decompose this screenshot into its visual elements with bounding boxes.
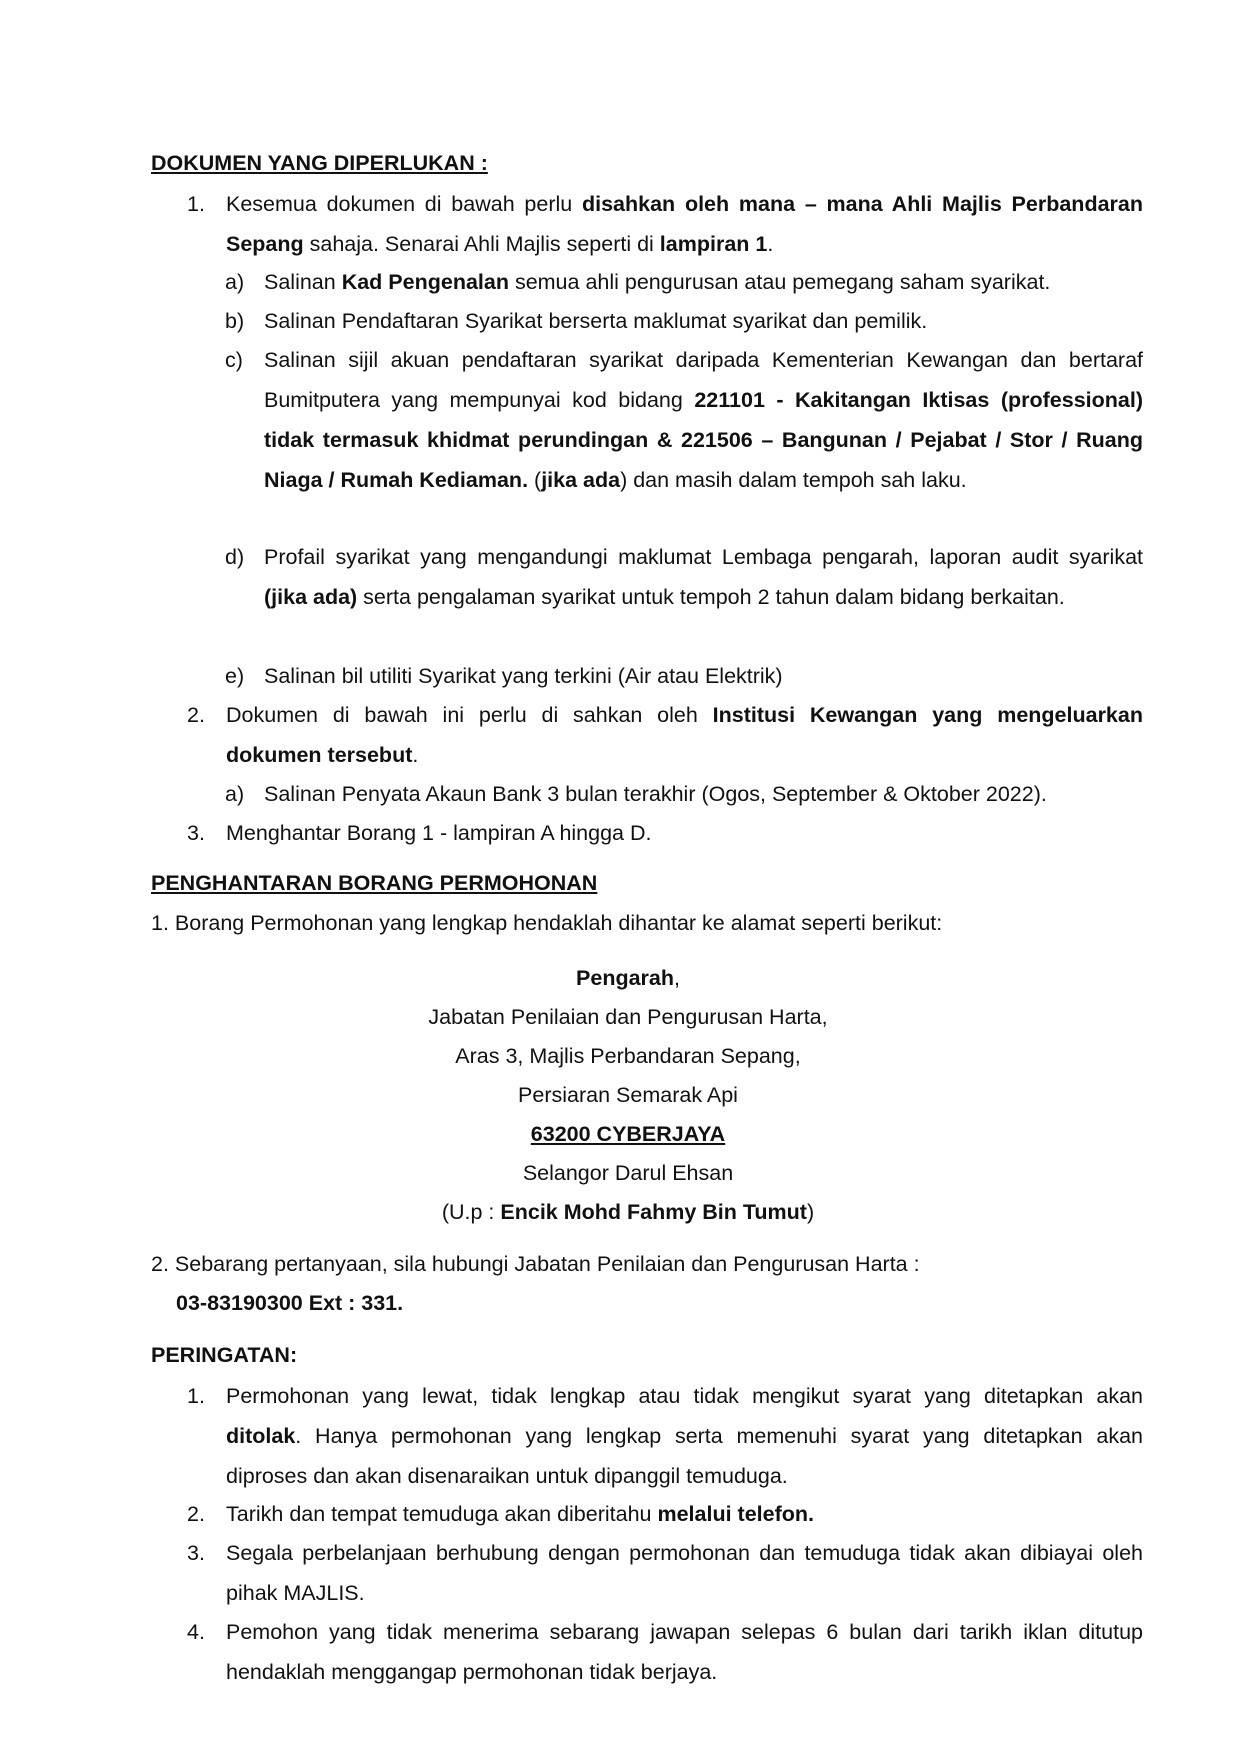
address-line-department: Jabatan Penilaian dan Pengurusan Harta, <box>428 1005 828 1029</box>
text-run: ) dan masih dalam tempoh sah laku. <box>620 468 967 492</box>
text-run: Salinan bil utiliti Syarikat yang terkini (Air atau Elektrik) <box>264 664 783 688</box>
address-line-attention: (U.p : Encik Mohd Fahmy Bin Tumut) <box>441 1200 815 1224</box>
bold-text-run: (jika ada) <box>264 585 358 609</box>
list-number: 3. <box>187 821 205 845</box>
text-run: sahaja. Senarai Ahli Majlis seperti di <box>303 232 660 256</box>
text-run: Salinan Penyata Akaun Bank 3 bulan terakhir (Ogos, September & Oktober 2022). <box>264 782 1047 806</box>
text-run: ( <box>528 468 542 492</box>
list-number: 2. <box>187 1502 205 1526</box>
sub-item-text <box>264 656 1143 696</box>
sub-letter: d) <box>225 545 245 569</box>
list-item-text <box>226 813 1143 853</box>
address-line-building: Aras 3, Majlis Perbandaran Sepang, <box>455 1044 801 1068</box>
sub-item-text <box>264 774 1143 814</box>
phone-number: 03-83190300 Ext : 331. <box>176 1291 404 1315</box>
text-run: Profail syarikat yang mengandungi maklumat Lembaga pengarah, laporan audit syarikat <box>264 545 1143 569</box>
text-run: Dokumen di bawah ini perlu di sahkan oleh <box>226 703 713 727</box>
list-item-text <box>226 695 1143 775</box>
sub-item-text <box>264 301 1143 341</box>
address-line-postcode: 63200 CYBERJAYA <box>530 1122 726 1146</box>
bold-text-run: Institusi Kewangan yang mengeluarkan dokumen tersebut <box>226 703 1143 767</box>
list-number: 3. <box>187 1541 205 1565</box>
sub-letter: a) <box>225 782 245 806</box>
bold-text-run: 221101 - Kakitangan Iktisas (professional) tidak termasuk khidmat perundingan & 221506 – Bangunan / Pejabat / Stor / Ruang Niaga / Rumah Kediaman. <box>264 388 1143 492</box>
sub-letter: e) <box>225 664 245 688</box>
sub-letter: a) <box>225 270 245 294</box>
section-heading-peringatan: PERINGATAN: <box>151 1343 298 1367</box>
sub-letter: c) <box>225 348 243 372</box>
section-heading-dokumen: DOKUMEN YANG DIPERLUKAN : <box>151 151 488 175</box>
sub-item-text <box>264 340 1143 500</box>
bold-text-run: ditolak <box>226 1424 296 1448</box>
list-item-text <box>226 1494 1143 1534</box>
bold-text-run: melalui telefon. <box>657 1502 814 1526</box>
text-run: Tarikh dan tempat temuduga akan diberitahu <box>226 1502 658 1526</box>
bold-text-run: Kad Pengenalan <box>341 270 509 294</box>
text-run: Kesemua dokumen di bawah perlu <box>226 192 582 216</box>
penghantaran-intro: 1. Borang Permohonan yang lengkap hendaklah dihantar ke alamat seperti berikut: <box>151 911 943 935</box>
list-number: 1. <box>187 192 205 216</box>
text-run: Salinan Pendaftaran Syarikat berserta maklumat syarikat dan pemilik. <box>264 309 928 333</box>
list-item-text <box>226 1376 1143 1496</box>
text-run: semua ahli pengurusan atau pemegang saham syarikat. <box>508 270 1051 294</box>
bold-text-run: jika ada <box>541 468 621 492</box>
text-run: Menghantar Borang 1 - lampiran A hingga D. <box>226 821 652 845</box>
text-run: Segala perbelanjaan berhubung dengan permohonan dan temuduga tidak akan dibiayai oleh pihak MAJLIS. <box>226 1541 1143 1605</box>
list-item-text <box>226 1533 1143 1613</box>
text-run: Salinan <box>264 270 342 294</box>
list-item-text <box>226 1612 1143 1692</box>
bold-text-run: disahkan oleh mana – mana Ahli Majlis Perbandaran Sepang <box>226 192 1143 256</box>
address-line-recipient: Pengarah, <box>576 966 680 990</box>
text-run: . <box>412 743 419 767</box>
text-run: . Hanya permohonan yang lengkap serta memenuhi syarat yang ditetapkan akan diproses dan akan disenaraikan untuk dipanggil temuduga. <box>226 1424 1143 1488</box>
list-number: 4. <box>187 1620 205 1644</box>
list-item-text <box>226 184 1143 264</box>
sub-letter: b) <box>225 309 245 333</box>
list-number: 1. <box>187 1384 205 1408</box>
text-run: Salinan sijil akuan pendaftaran syarikat daripada Kementerian Kewangan dan bertaraf Bumitputera yang mempunyai kod bidang <box>264 348 1143 412</box>
section-heading-penghantaran: PENGHANTARAN BORANG PERMOHONAN <box>151 871 598 895</box>
address-line-street: Persiaran Semarak Api <box>518 1083 738 1107</box>
sub-item-text <box>264 537 1143 617</box>
sub-item-text <box>264 262 1143 302</box>
address-line-state: Selangor Darul Ehsan <box>522 1161 734 1185</box>
text-run: Pemohon yang tidak menerima sebarang jawapan selepas 6 bulan dari tarikh iklan ditutup hendaklah menggangap permohonan tidak berjaya. <box>226 1620 1143 1684</box>
text-run: serta pengalaman syarikat untuk tempoh 2 tahun dalam bidang berkaitan. <box>357 585 1065 609</box>
text-run: . <box>767 232 774 256</box>
enquiry-text: 2. Sebarang pertanyaan, sila hubungi Jabatan Penilaian dan Pengurusan Harta : <box>151 1252 920 1276</box>
text-run: Permohonan yang lewat, tidak lengkap atau tidak mengikut syarat yang ditetapkan akan <box>226 1384 1143 1408</box>
bold-text-run: lampiran 1 <box>659 232 768 256</box>
list-number: 2. <box>187 703 205 727</box>
